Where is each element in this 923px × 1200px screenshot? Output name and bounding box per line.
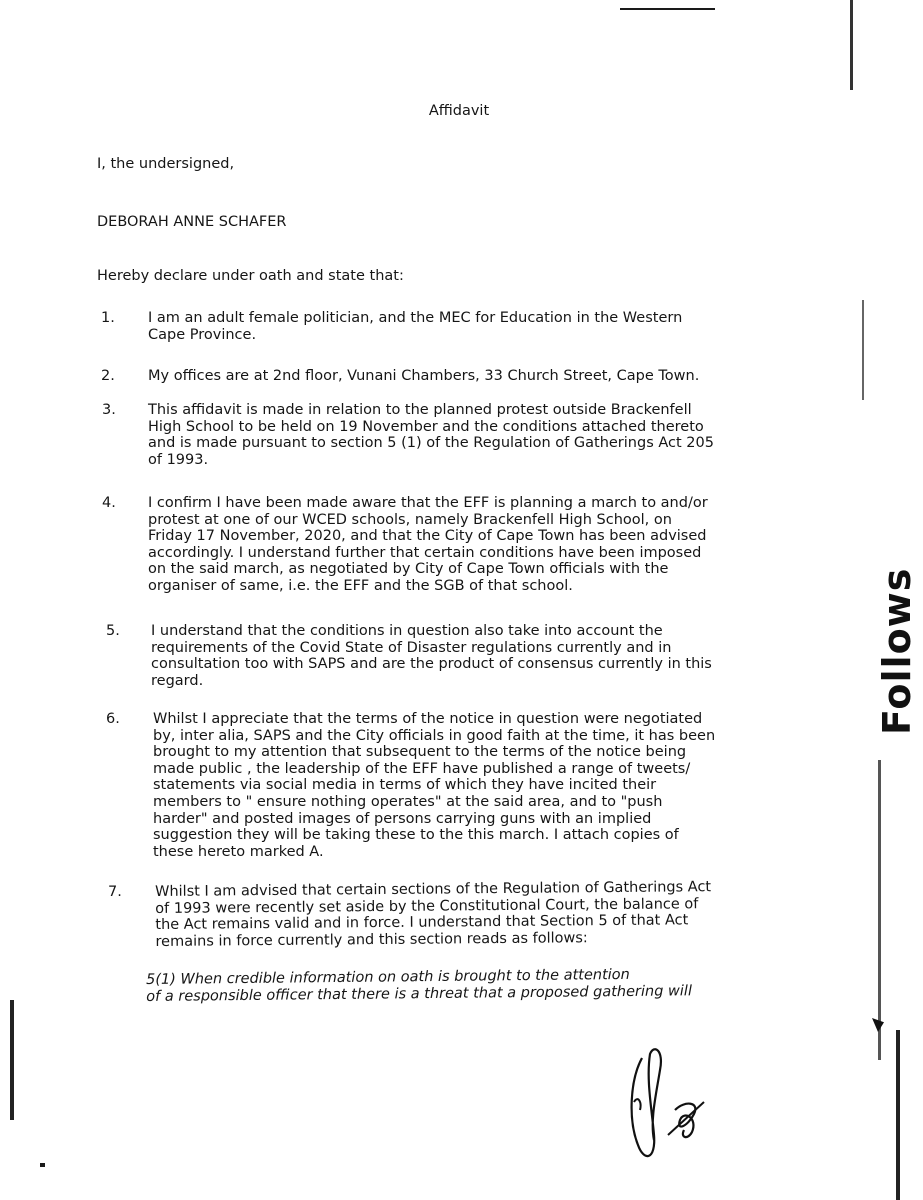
scan-edge-line <box>878 760 881 1060</box>
deponent-name: DEBORAH ANNE SCHAFER <box>97 214 287 230</box>
paragraph-line: of 1993 were recently set aside by the Constitutional Court, the balance of <box>155 895 699 917</box>
paragraph-body <box>148 310 748 343</box>
paragraph-line: Whilst I am advised that certain sections of the Regulation of Gatherings Act <box>155 879 712 900</box>
paragraph-line: Cape Province. <box>148 326 257 343</box>
paragraph-line: suggestion they will be taking these to the this march. I attach copies of <box>153 827 679 844</box>
document-title: Affidavit <box>428 103 490 119</box>
paragraph-line: accordingly. I understand further that certain conditions have been imposed <box>148 544 702 561</box>
paragraph-number: 3. <box>102 402 116 418</box>
scan-speck <box>40 1163 45 1167</box>
paragraph-line: I understand that the conditions in question also take into account the <box>151 623 663 639</box>
paragraph-line: by, inter alia, SAPS and the City officials in good faith at the time, it has been <box>153 727 716 744</box>
paragraph-line: made public , the leadership of the EFF have published a range of tweets/ <box>153 760 691 777</box>
opening-line: I, the undersigned, <box>97 156 235 172</box>
declaration-line: Hereby declare under oath and state that: <box>97 268 404 284</box>
paragraph-line: members to " ensure nothing operates" at the said area, and to "push <box>153 793 663 810</box>
paragraph-number: 7. <box>108 884 122 900</box>
paragraph-line: High School to be held on 19 November and the conditions attached thereto <box>148 418 704 435</box>
paragraph-number: 6. <box>106 711 120 727</box>
paragraph-line: I confirm I have been made aware that the EFF is planning a march to and/or <box>148 495 708 511</box>
side-stamp <box>843 545 923 745</box>
paragraph-number: 1. <box>101 310 115 326</box>
quote-line: of a responsible officer that there is a threat that a proposed gathering will <box>146 983 693 1005</box>
scan-artifact-top <box>620 8 715 10</box>
quote-line: 5(1) When credible information on oath is brought to the attention <box>146 966 630 988</box>
statute-quote <box>146 966 692 1006</box>
paragraph-line: on the said march, as negotiated by City of Cape Town officials with the <box>148 561 669 578</box>
side-stamp-text: Follows <box>875 567 919 735</box>
scan-edge-line <box>862 300 864 400</box>
paragraph-body <box>148 368 748 385</box>
paragraph-number: 4. <box>102 495 116 511</box>
paragraph-line: these hereto marked A. <box>153 843 324 860</box>
paragraph-line: of 1993. <box>148 451 209 468</box>
paragraph-line: statements via social media in terms of which they have incited their <box>153 777 657 794</box>
paragraph-number: 5. <box>106 623 120 639</box>
paragraph-line: regard. <box>151 672 204 689</box>
paragraph-body <box>148 402 748 468</box>
paragraph-number: 2. <box>101 368 115 384</box>
paragraph-line: the Act remains valid and in force. I understand that Section 5 of that Act <box>155 912 689 934</box>
scan-edge-line <box>850 0 853 90</box>
paragraph-line: I am an adult female politician, and the MEC for Education in the Western <box>148 310 683 326</box>
paragraph-line: organiser of same, i.e. the EFF and the SGB of that school. <box>148 577 573 594</box>
paragraph-line: and is made pursuant to section 5 (1) of the Regulation of Gatherings Act 205 <box>148 435 714 452</box>
paragraph-line: requirements of the Covid State of Disaster regulations currently and in <box>151 639 672 656</box>
paragraph-body <box>153 711 753 860</box>
scan-edge-line-left <box>10 1000 14 1120</box>
paragraph-line: protest at one of our WCED schools, namely Brackenfell High School, on <box>148 511 672 528</box>
paragraph-body <box>151 623 751 689</box>
paragraph-line: remains in force currently and this section reads as follows: <box>155 930 588 950</box>
signature-initials <box>620 1040 730 1170</box>
paragraph-line: My offices are at 2nd floor, Vunani Chambers, 33 Church Street, Cape Town. <box>148 368 700 384</box>
paragraph-line: This affidavit is made in relation to the planned protest outside Brackenfell <box>148 402 692 418</box>
paragraph-body <box>155 879 756 951</box>
paragraph-body <box>148 495 748 595</box>
scan-edge-line <box>896 1030 900 1200</box>
paragraph-line: harder" and posted images of persons carrying guns with an implied <box>153 810 652 827</box>
paragraph-line: consultation too with SAPS and are the product of consensus currently in this <box>151 656 712 673</box>
paragraph-line: brought to my attention that subsequent to the terms of the notice being <box>153 744 687 761</box>
paragraph-line: Whilst I appreciate that the terms of the notice in question were negotiated <box>153 711 703 727</box>
paragraph-line: Friday 17 November, 2020, and that the City of Cape Town has been advised <box>148 528 707 545</box>
